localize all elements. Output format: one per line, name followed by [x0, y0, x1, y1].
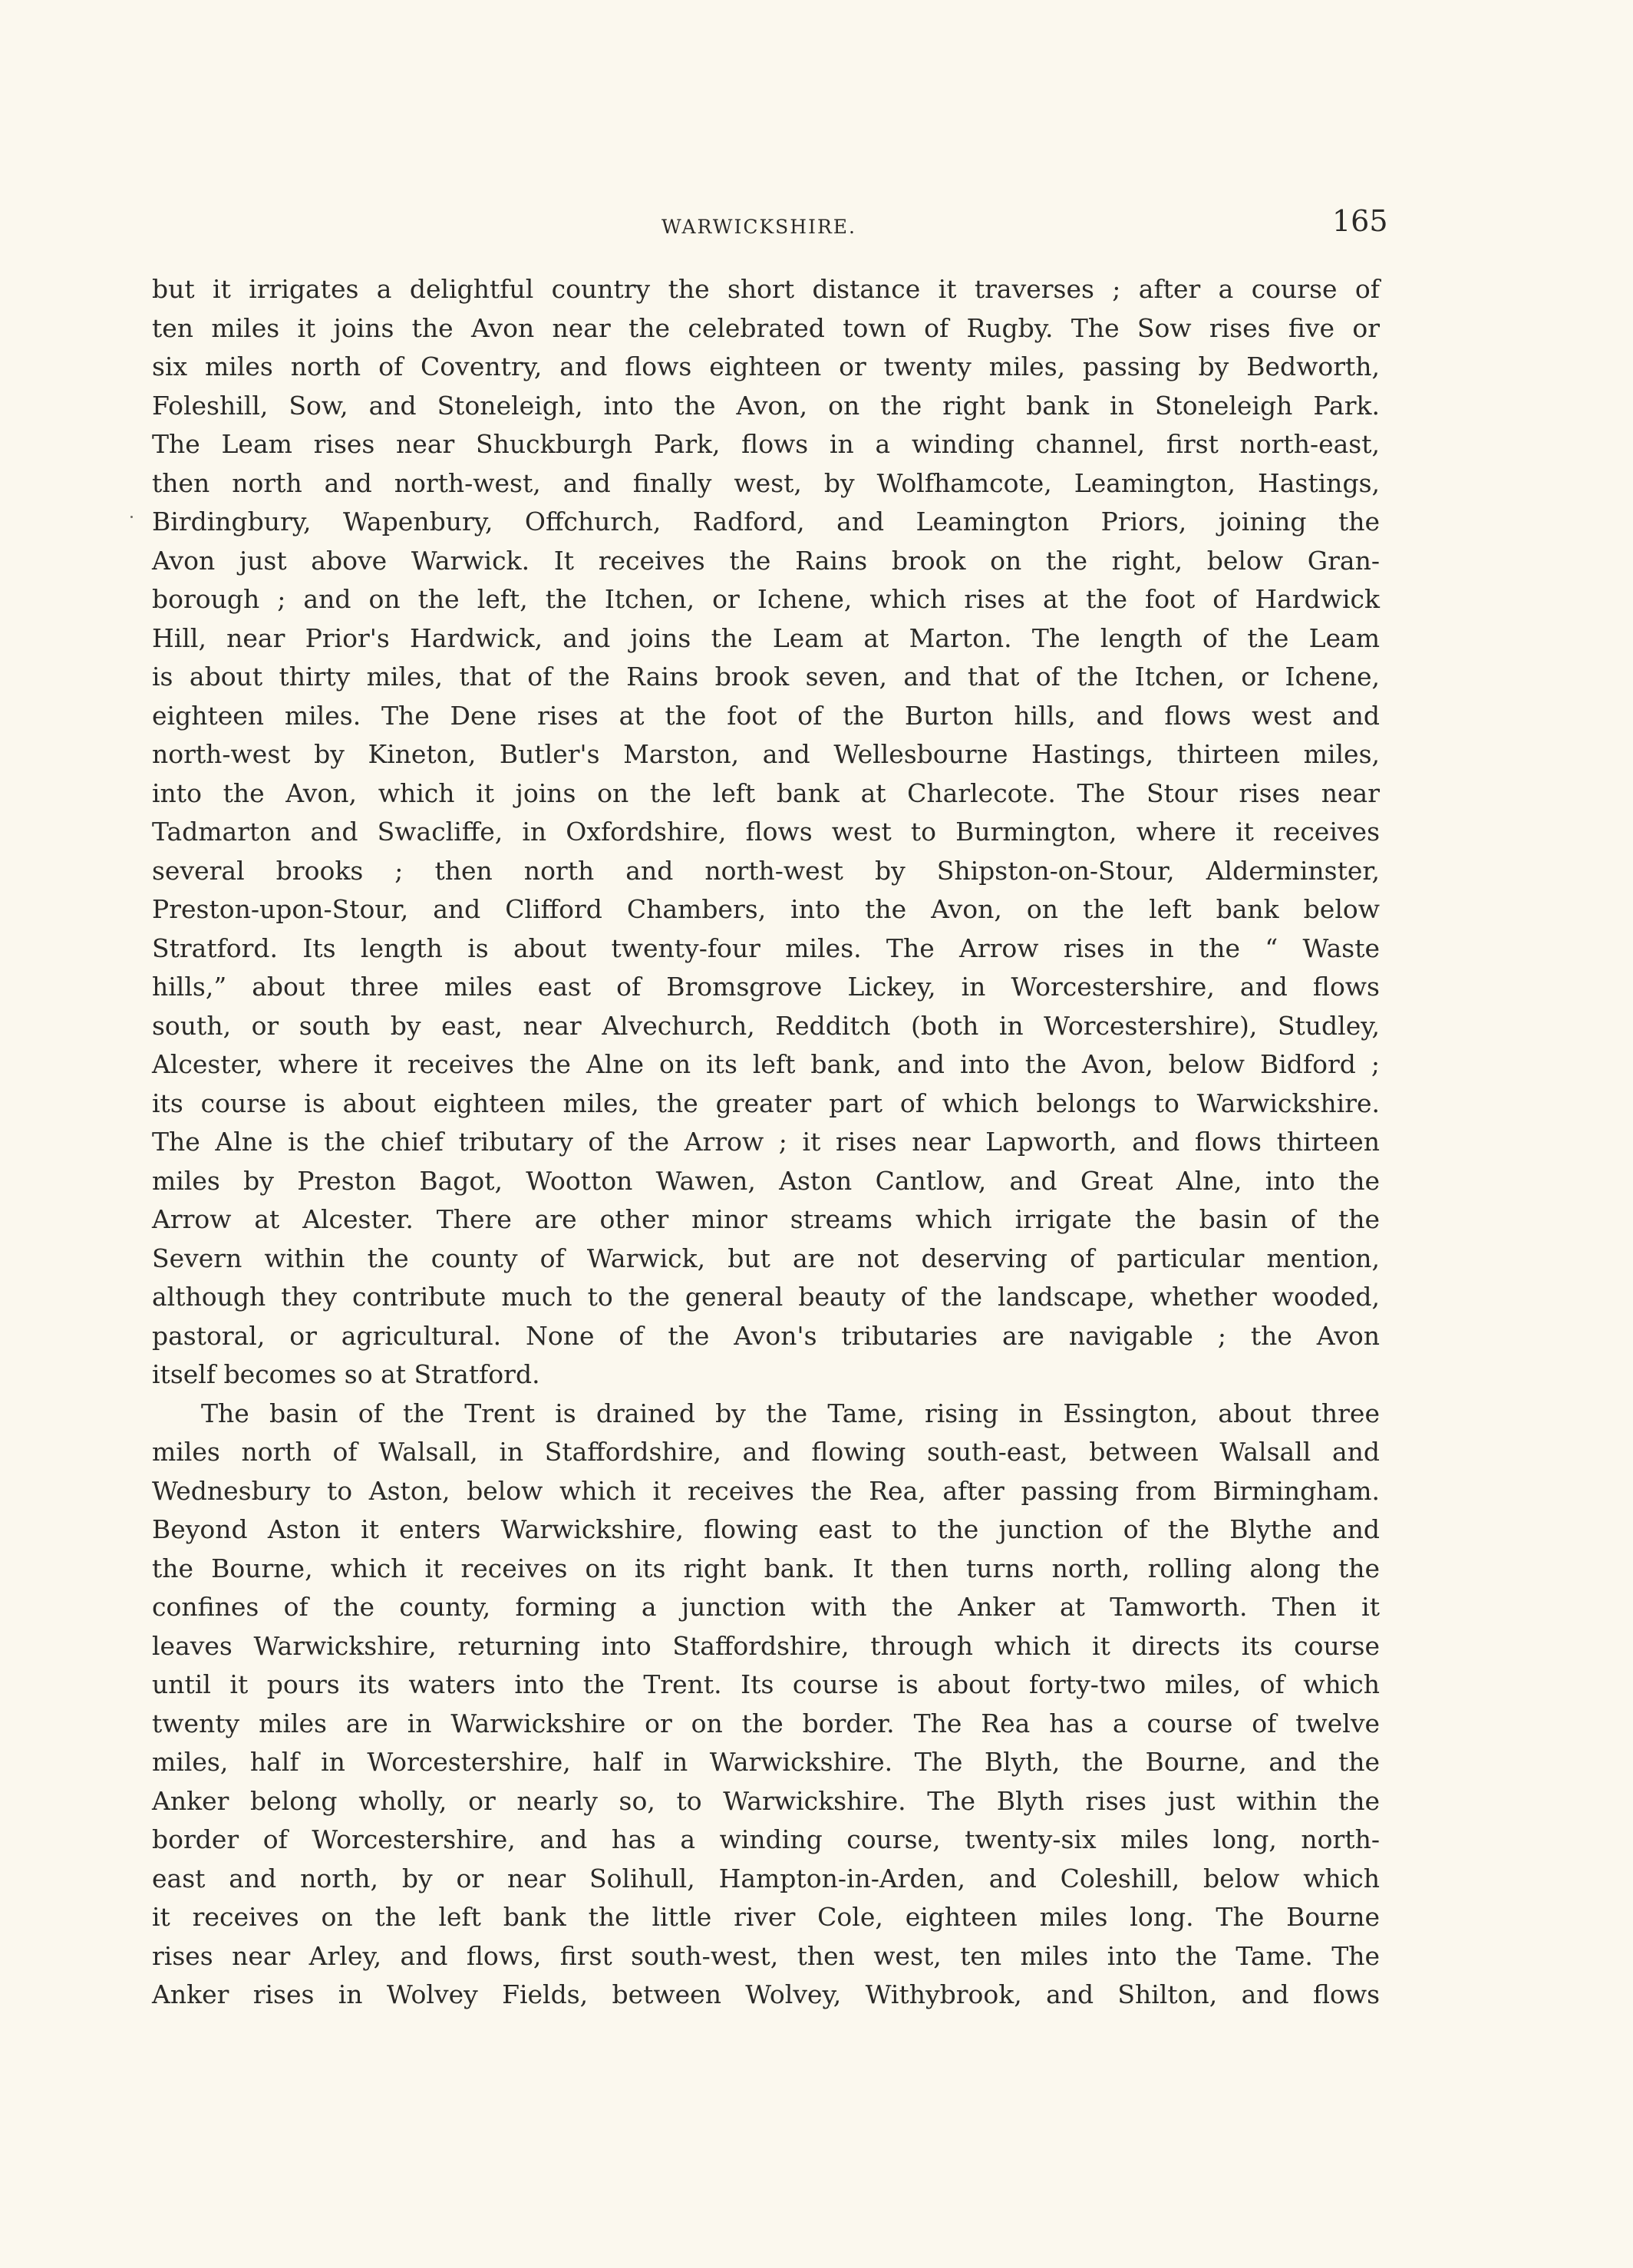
- text-line: until it pours its waters into the Trent. Its course is about forty-two miles, of which: [152, 1669, 1380, 1699]
- text-line: its course is about eighteen miles, the greater part of which belongs to Warwickshire.: [152, 1088, 1380, 1118]
- text-line: Anker rises in Wolvey Fields, between Wolvey, Withybrook, and Shilton, and flows: [152, 1979, 1380, 2009]
- text-line: south, or south by east, near Alvechurch, Redditch (both in Worcestershire), Studley,: [152, 1010, 1380, 1041]
- text-line: The Alne is the chief tributary of the Arrow ; it rises near Lapworth, and flows thirteen: [152, 1127, 1380, 1157]
- paragraph-first-line: The basin of the Trent is drained by the Tame, rising in Essington, about three: [201, 1398, 1380, 1428]
- text-line: eighteen miles. The Dene rises at the foot of the Burton hills, and flows west and: [152, 700, 1380, 731]
- text-line: Birdingbury, Wapenbury, Offchurch, Radford, and Leamington Priors, joining the: [152, 507, 1380, 536]
- text-line: several brooks ; then north and north-west by Shipston-on-Stour, Alderminster,: [152, 855, 1380, 886]
- text-line: Alcester, where it receives the Alne on its left bank, and into the Avon, below Bidford ;: [152, 1049, 1380, 1079]
- text-line: Beyond Aston it enters Warwickshire, flowing east to the junction of the Blythe and: [152, 1514, 1380, 1544]
- text-line: twenty miles are in Warwickshire or on the border. The Rea has a course of twelve: [152, 1708, 1380, 1738]
- text-line: then north and north-west, and finally west, by Wolfhamcote, Leamington, Hastings,: [152, 467, 1380, 498]
- text-line: rises near Arley, and flows, first south-west, then west, ten miles into the Tame. The: [152, 1940, 1380, 1971]
- text-line: Tadmarton and Swacliffe, in Oxfordshire, flows west to Burmington, where it receives: [152, 817, 1380, 847]
- text-line: miles, half in Worcestershire, half in Warwickshire. The Blyth, the Bourne, and the: [152, 1747, 1380, 1777]
- text-line: Wednesbury to Aston, below which it receives the Rea, after passing from Birmingham.: [152, 1475, 1380, 1506]
- text-line: Severn within the county of Warwick, but are not deserving of particular mention,: [152, 1243, 1380, 1273]
- text-line: ten miles it joins the Avon near the celebrated town of Rugby. The Sow rises five or: [152, 312, 1380, 343]
- text-line: The Leam rises near Shuckburgh Park, flows in a winding channel, first north-east,: [152, 429, 1380, 459]
- paragraph-last-line: itself becomes so at Stratford.: [152, 1359, 540, 1389]
- text-line: miles north of Walsall, in Staffordshire, and flowing south-east, between Walsall and: [152, 1437, 1380, 1467]
- text-line: pastoral, or agricultural. None of the Avon's tributaries are navigable ; the Avon: [152, 1320, 1380, 1351]
- text-line: confines of the county, forming a junction with the Anker at Tamworth. Then it: [152, 1592, 1380, 1622]
- text-line: Preston-upon-Stour, and Clifford Chambers, into the Avon, on the left bank below: [152, 894, 1380, 924]
- text-line: north-west by Kineton, Butler's Marston, and Wellesbourne Hastings, thirteen miles,: [152, 739, 1380, 769]
- text-line: six miles north of Coventry, and flows eighteen or twenty miles, passing by Bedworth,: [152, 352, 1380, 381]
- text-line: although they contribute much to the general beauty of the landscape, whether wooded,: [152, 1282, 1380, 1312]
- text-line: east and north, by or near Solihull, Hampton-in-Arden, and Coleshill, below which: [152, 1863, 1380, 1893]
- text-line: Foleshill, Sow, and Stoneleigh, into the Avon, on the right bank in Stoneleigh Park.: [152, 390, 1380, 421]
- text-line: into the Avon, which it joins on the left bank at Charlecote. The Stour rises near: [152, 777, 1380, 808]
- text-line: the Bourne, which it receives on its right bank. It then turns north, rolling along the: [152, 1553, 1380, 1583]
- text-line: Anker belong wholly, or nearly so, to Warwickshire. The Blyth rises just within the: [152, 1785, 1380, 1816]
- text-line: Arrow at Alcester. There are other minor streams which irrigate the basin of the: [152, 1204, 1380, 1234]
- text-line: miles by Preston Bagot, Wootton Wawen, Aston Cantlow, and Great Alne, into the: [152, 1165, 1380, 1196]
- text-line: but it irrigates a delightful country the short distance it traverses ; after a course of: [152, 274, 1380, 304]
- text-line: borough ; and on the left, the Itchen, or Ichene, which rises at the foot of Hardwick: [152, 584, 1380, 614]
- text-line: border of Worcestershire, and has a winding course, twenty-six miles long, north-: [152, 1824, 1380, 1854]
- text-line: Stratford. Its length is about twenty-four miles. The Arrow rises in the “ Waste: [152, 933, 1380, 963]
- text-line: hills,” about three miles east of Bromsgrove Lickey, in Worcestershire, and flows: [152, 972, 1380, 1002]
- running-head-title: WARWICKSHIRE.: [661, 216, 856, 238]
- page-number: 165: [1332, 204, 1388, 238]
- text-line: leaves Warwickshire, returning into Staffordshire, through which it directs its course: [152, 1630, 1380, 1661]
- text-line: it receives on the left bank the little river Cole, eighteen miles long. The Bourne: [152, 1902, 1380, 1932]
- text-line: is about thirty miles, that of the Rains brook seven, and that of the Itchen, or Ichene,: [152, 662, 1380, 692]
- text-line: Avon just above Warwick. It receives the Rains brook on the right, below Gran-: [152, 545, 1380, 576]
- margin-mark: [130, 516, 133, 518]
- text-line: Hill, near Prior's Hardwick, and joins the Leam at Marton. The length of the Leam: [152, 622, 1380, 653]
- running-head: [0, 204, 1633, 243]
- body-text: [152, 270, 1380, 2015]
